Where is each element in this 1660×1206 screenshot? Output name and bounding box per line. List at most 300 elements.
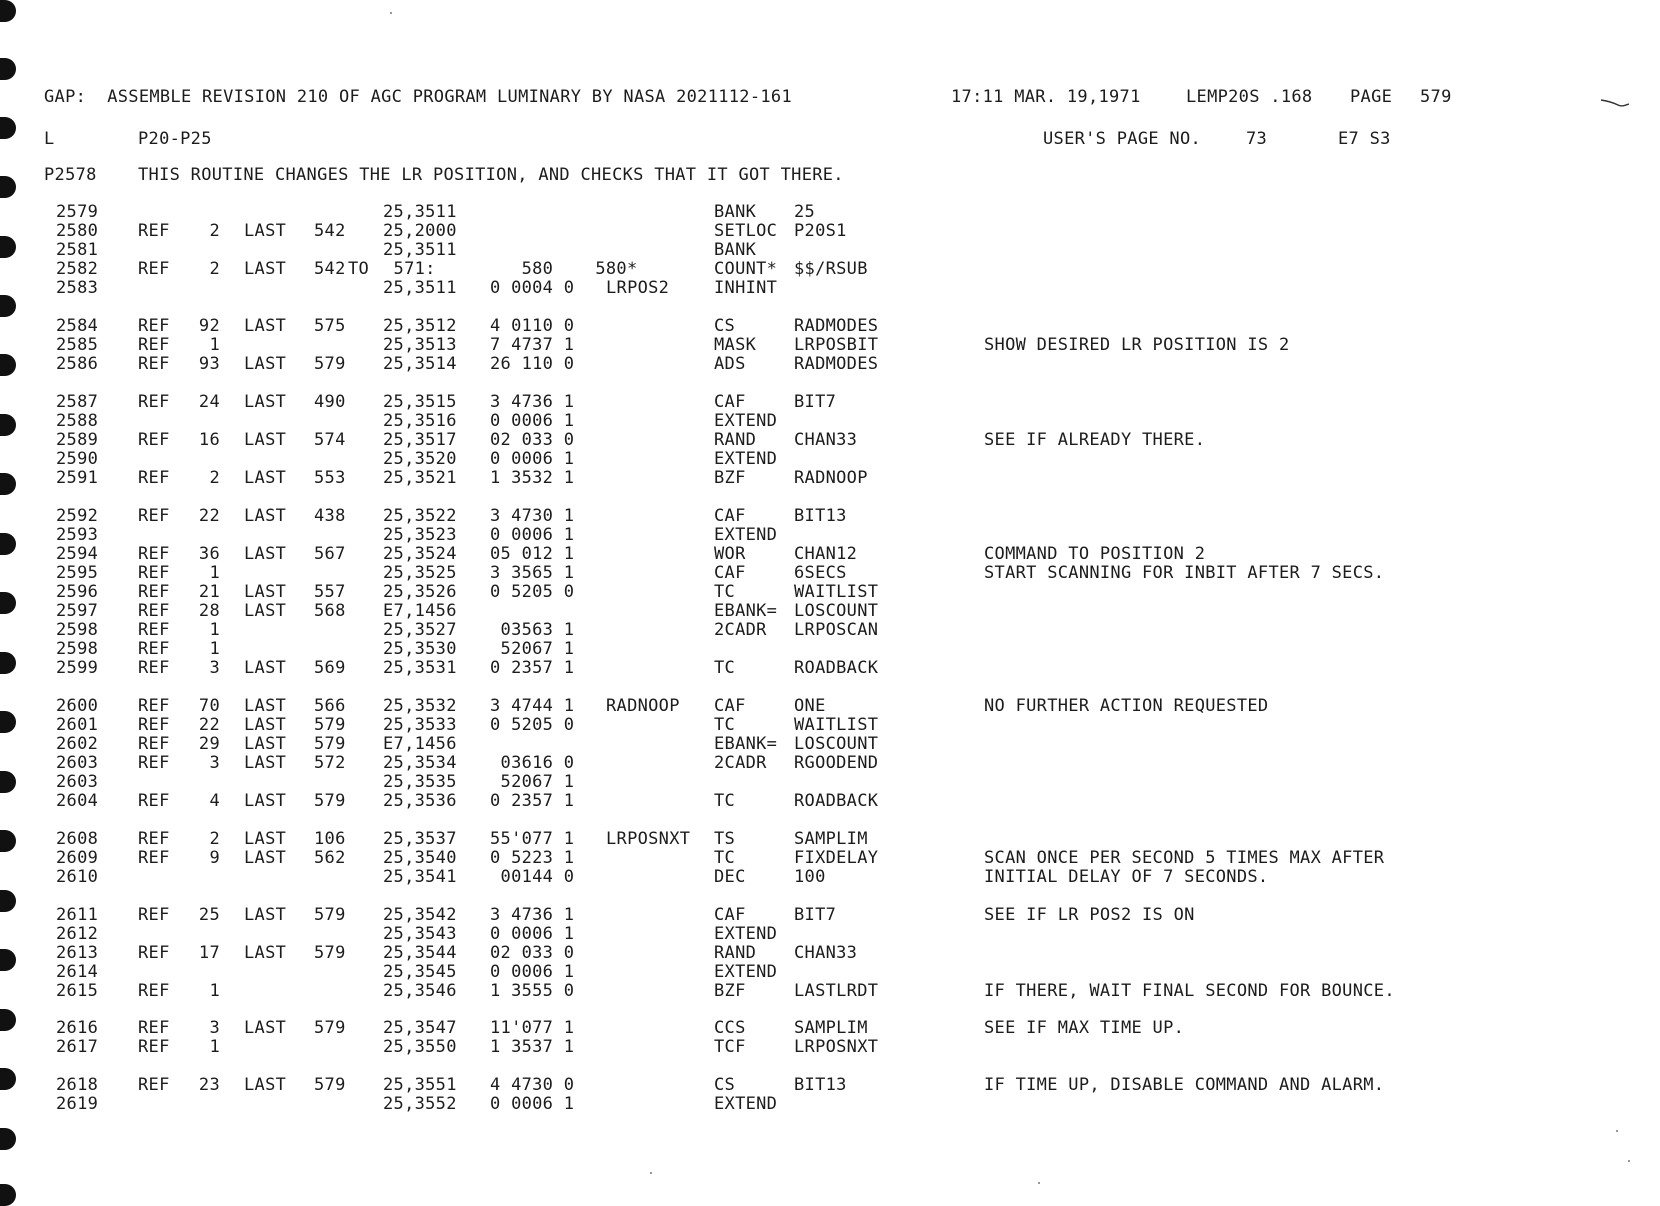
ref-marker: REF (138, 563, 170, 583)
comment: START SCANNING FOR INBIT AFTER 7 SECS. (984, 563, 1385, 583)
last-marker: LAST (244, 658, 287, 678)
line-number: 2591 (56, 468, 99, 488)
octal-code: 4 4730 0 (490, 1075, 575, 1095)
ref-marker: REF (138, 1037, 170, 1057)
listing-row (0, 355, 1660, 374)
listing-row (0, 982, 1660, 1001)
comment: SEE IF ALREADY THERE. (984, 430, 1206, 450)
opcode: ADS (714, 354, 746, 374)
line-number: 2590 (56, 449, 99, 469)
ref-count: 1 (209, 981, 220, 1001)
opcode: TC (714, 582, 736, 602)
octal-code: 0 0006 1 (490, 449, 575, 469)
operand: LRPOSBIT (794, 335, 879, 355)
last-marker: LAST (244, 259, 287, 279)
line-number: 2602 (56, 734, 99, 754)
label: RADNOOP (606, 696, 680, 716)
octal-code: 03563 1 (490, 620, 575, 640)
octal-code: 1 3532 1 (490, 468, 575, 488)
listing-row (0, 735, 1660, 754)
octal-code: 55'077 1 (490, 829, 575, 849)
ref-count: 25 (198, 905, 220, 925)
address: E7,1456 (383, 601, 457, 621)
last-line: 557 (314, 582, 346, 602)
address: 25,3543 (383, 924, 457, 944)
ref-count: 36 (198, 544, 220, 564)
ref-count: 2 (209, 829, 220, 849)
last-line: 579 (314, 791, 346, 811)
ref-marker: REF (138, 392, 170, 412)
octal-code: 26 110 0 (490, 354, 575, 374)
ref-count: 22 (198, 506, 220, 526)
listing-row (0, 716, 1660, 735)
line-number: 2618 (56, 1075, 99, 1095)
header-timestamp: 17:11 MAR. 19,1971 (951, 87, 1141, 107)
listing-row (0, 621, 1660, 640)
listing-row (0, 906, 1660, 925)
last-marker: LAST (244, 905, 287, 925)
last-marker: LAST (244, 715, 287, 735)
last-marker: LAST (244, 943, 287, 963)
last-marker: LAST (244, 1018, 287, 1038)
line-number: 2598 (56, 639, 99, 659)
last-marker: LAST (244, 791, 287, 811)
address: 25,3550 (383, 1037, 457, 1057)
listing-row (0, 830, 1660, 849)
line-number: 2609 (56, 848, 99, 868)
octal-code: 02 033 0 (490, 430, 575, 450)
listing-row (0, 659, 1660, 678)
header-listing-id: LEMP20S .168 (1186, 87, 1313, 107)
ref-marker: REF (138, 1075, 170, 1095)
opcode: CAF (714, 392, 746, 412)
last-marker: LAST (244, 582, 287, 602)
opcode: 2CADR (714, 620, 767, 640)
opcode: BZF (714, 468, 746, 488)
last-marker: LAST (244, 829, 287, 849)
subheader-left: L (44, 129, 55, 149)
ref-count: 9 (209, 848, 220, 868)
ref-marker: REF (138, 715, 170, 735)
operand: LOSCOUNT (794, 601, 879, 621)
section-title: P20-P25 (138, 129, 212, 149)
comment: IF TIME UP, DISABLE COMMAND AND ALARM. (984, 1075, 1385, 1095)
header-page-label: PAGE (1350, 87, 1393, 107)
line-number: 2587 (56, 392, 99, 412)
ref-count: 17 (198, 943, 220, 963)
octal-code: 3 4744 1 (490, 696, 575, 716)
line-number: 2585 (56, 335, 99, 355)
comment: IF THERE, WAIT FINAL SECOND FOR BOUNCE. (984, 981, 1395, 1001)
address: 25,3516 (383, 411, 457, 431)
ref-count: 1 (209, 1037, 220, 1057)
ref-count: 3 (209, 753, 220, 773)
octal-code: 580 580* (490, 259, 638, 279)
opcode: TC (714, 791, 736, 811)
line-number: 2580 (56, 221, 99, 241)
ref-marker: REF (138, 848, 170, 868)
opcode: EXTEND (714, 962, 778, 982)
listing-row (0, 393, 1660, 412)
ref-marker: REF (138, 943, 170, 963)
ref-marker: REF (138, 639, 170, 659)
line-number: 2595 (56, 563, 99, 583)
operand: CHAN33 (794, 430, 858, 450)
line-number: 2584 (56, 316, 99, 336)
last-line: 562 (314, 848, 346, 868)
comment: NO FURTHER ACTION REQUESTED (984, 696, 1269, 716)
last-line: 579 (314, 1075, 346, 1095)
octal-code: 11'077 1 (490, 1018, 575, 1038)
last-line: 553 (314, 468, 346, 488)
ref-count: 92 (198, 316, 220, 336)
ref-marker: REF (138, 221, 170, 241)
last-line: 542 (314, 221, 346, 241)
ref-count: 1 (209, 563, 220, 583)
opcode: EXTEND (714, 525, 778, 545)
address: 25,3541 (383, 867, 457, 887)
ref-marker: REF (138, 829, 170, 849)
line-number: 2586 (56, 354, 99, 374)
operand: 100 (794, 867, 826, 887)
listing-row (0, 241, 1660, 260)
ref-marker: REF (138, 316, 170, 336)
listing-row (0, 925, 1660, 944)
octal-code: 3 4736 1 (490, 905, 575, 925)
opcode: 2CADR (714, 753, 767, 773)
line-number: 2603 (56, 753, 99, 773)
listing-row (0, 222, 1660, 241)
listing-row (0, 754, 1660, 773)
operand: RADMODES (794, 316, 879, 336)
opcode: TC (714, 715, 736, 735)
address: 25,3531 (383, 658, 457, 678)
opcode: MASK (714, 335, 757, 355)
ref-marker: REF (138, 620, 170, 640)
listing-row (0, 564, 1660, 583)
ref-marker: REF (138, 506, 170, 526)
operand: SAMPLIM (794, 829, 868, 849)
line-number: 2612 (56, 924, 99, 944)
opcode: CS (714, 1075, 736, 1095)
ref-marker: REF (138, 601, 170, 621)
last-marker: LAST (244, 354, 287, 374)
line-number: 2589 (56, 430, 99, 450)
intro-line-number: P2578 (44, 165, 97, 185)
line-number: 2598 (56, 620, 99, 640)
address: 25,3551 (383, 1075, 457, 1095)
listing-row (0, 260, 1660, 279)
line-number: 2619 (56, 1094, 99, 1114)
last-marker: LAST (244, 468, 287, 488)
opcode: RAND (714, 943, 757, 963)
ref-count: 21 (198, 582, 220, 602)
last-line: 574 (314, 430, 346, 450)
last-line: 566 (314, 696, 346, 716)
operand: ROADBACK (794, 658, 879, 678)
opcode: TC (714, 848, 736, 868)
intro-comment: THIS ROUTINE CHANGES THE LR POSITION, AND CHECKS THAT IT GOT THERE. (138, 165, 844, 185)
opcode: BANK (714, 202, 757, 222)
address: 25,3523 (383, 525, 457, 545)
users-page-number: 73 (1246, 129, 1268, 149)
ref-marker: REF (138, 981, 170, 1001)
octal-code: 3 3565 1 (490, 563, 575, 583)
operand: LASTLRDT (794, 981, 879, 1001)
comment: SCAN ONCE PER SECOND 5 TIMES MAX AFTER (984, 848, 1385, 868)
address: 25,3535 (383, 772, 457, 792)
octal-code: 0 0006 1 (490, 924, 575, 944)
last-marker: LAST (244, 544, 287, 564)
ref-marker: REF (138, 753, 170, 773)
opcode: WOR (714, 544, 746, 564)
opcode: RAND (714, 430, 757, 450)
octal-code: 1 3537 1 (490, 1037, 575, 1057)
listing-row (0, 944, 1660, 963)
operand: WAITLIST (794, 582, 879, 602)
octal-code: 03616 0 (490, 753, 575, 773)
address: 25,3512 (383, 316, 457, 336)
line-number: 2582 (56, 259, 99, 279)
opcode: EXTEND (714, 449, 778, 469)
listing-row (0, 1095, 1660, 1114)
operand: LOSCOUNT (794, 734, 879, 754)
opcode: COUNT* (714, 259, 778, 279)
line-number: 2603 (56, 772, 99, 792)
listing-row (0, 526, 1660, 545)
last-marker: LAST (244, 221, 287, 241)
octal-code: 02 033 0 (490, 943, 575, 963)
address: 25,3536 (383, 791, 457, 811)
line-number: 2611 (56, 905, 99, 925)
operand: CHAN12 (794, 544, 858, 564)
operand: SAMPLIM (794, 1018, 868, 1038)
address: 25,3513 (383, 335, 457, 355)
listing-row (0, 317, 1660, 336)
ref-marker: REF (138, 544, 170, 564)
last-marker: LAST (244, 316, 287, 336)
operand: P20S1 (794, 221, 847, 241)
listing-row (0, 450, 1660, 469)
last-marker: LAST (244, 734, 287, 754)
octal-code: 0 0006 1 (490, 962, 575, 982)
address: 25,3547 (383, 1018, 457, 1038)
octal-code: 0 5205 0 (490, 582, 575, 602)
listing-row (0, 868, 1660, 887)
opcode: CAF (714, 696, 746, 716)
opcode: DEC (714, 867, 746, 887)
ref-marker: REF (138, 430, 170, 450)
address: 25,3517 (383, 430, 457, 450)
line-number: 2616 (56, 1018, 99, 1038)
address: 25,3524 (383, 544, 457, 564)
ref-count: 2 (209, 221, 220, 241)
line-number: 2596 (56, 582, 99, 602)
octal-code: 0 2357 1 (490, 791, 575, 811)
opcode: CAF (714, 506, 746, 526)
line-number: 2592 (56, 506, 99, 526)
opcode: CS (714, 316, 736, 336)
ref-count: 4 (209, 791, 220, 811)
line-number: 2581 (56, 240, 99, 260)
opcode: TCF (714, 1037, 746, 1057)
address: 25,3545 (383, 962, 457, 982)
address: 25,3552 (383, 1094, 457, 1114)
operand: $$/RSUB (794, 259, 868, 279)
operand: BIT13 (794, 506, 847, 526)
address: 25,3527 (383, 620, 457, 640)
last-line: 490 (314, 392, 346, 412)
octal-code: 00144 0 (490, 867, 575, 887)
address: 25,3525 (383, 563, 457, 583)
address: 25,3546 (383, 981, 457, 1001)
operand: FIXDELAY (794, 848, 879, 868)
address: 25,3532 (383, 696, 457, 716)
header-page-number: 579 (1420, 87, 1452, 107)
listing-row (0, 469, 1660, 488)
ref-marker: REF (138, 658, 170, 678)
opcode: BZF (714, 981, 746, 1001)
ref-count: 16 (198, 430, 220, 450)
ref-count: 70 (198, 696, 220, 716)
ref-count: 3 (209, 1018, 220, 1038)
listing-row (0, 640, 1660, 659)
last-line: 572 (314, 753, 346, 773)
operand: 6SECS (794, 563, 847, 583)
listing-row (0, 849, 1660, 868)
label: LRPOS2 (606, 278, 670, 298)
octal-code: 7 4737 1 (490, 335, 575, 355)
ref-count: 24 (198, 392, 220, 412)
last-marker: LAST (244, 848, 287, 868)
line-number: 2593 (56, 525, 99, 545)
address: 25,2000 (383, 221, 457, 241)
address: 25,3542 (383, 905, 457, 925)
listing-row (0, 431, 1660, 450)
ref-count: 22 (198, 715, 220, 735)
line-number: 2583 (56, 278, 99, 298)
line-number: 2579 (56, 202, 99, 222)
listing-row (0, 1019, 1660, 1038)
line-number: 2600 (56, 696, 99, 716)
line-number: 2594 (56, 544, 99, 564)
address: 25,3511 (383, 240, 457, 260)
ref-marker: REF (138, 582, 170, 602)
opcode: EXTEND (714, 411, 778, 431)
octal-code: 52067 1 (490, 639, 575, 659)
address: 25,3511 (383, 278, 457, 298)
line-number: 2604 (56, 791, 99, 811)
address: 571: (383, 259, 436, 279)
ref-count: 2 (209, 468, 220, 488)
line-number: 2588 (56, 411, 99, 431)
address: 25,3514 (383, 354, 457, 374)
operand: BIT7 (794, 392, 837, 412)
address: 25,3544 (383, 943, 457, 963)
ref-count: 2 (209, 259, 220, 279)
last-marker: LAST (244, 696, 287, 716)
octal-code: 0 5205 0 (490, 715, 575, 735)
ref-marker: REF (138, 259, 170, 279)
ref-marker: REF (138, 905, 170, 925)
address: 25,3511 (383, 202, 457, 222)
operand: WAITLIST (794, 715, 879, 735)
last-line: 567 (314, 544, 346, 564)
listing-row (0, 697, 1660, 716)
octal-code: 52067 1 (490, 772, 575, 792)
last-line: 579 (314, 734, 346, 754)
listing-row (0, 279, 1660, 298)
comment: SHOW DESIRED LR POSITION IS 2 (984, 335, 1290, 355)
address: 25,3530 (383, 639, 457, 659)
last-line: 579 (314, 905, 346, 925)
ref-count: 29 (198, 734, 220, 754)
operand: LRPOSNXT (794, 1037, 879, 1057)
address: 25,3540 (383, 848, 457, 868)
operand: BIT13 (794, 1075, 847, 1095)
listing-row (0, 792, 1660, 811)
opcode: TS (714, 829, 736, 849)
opcode: CCS (714, 1018, 746, 1038)
last-marker: LAST (244, 506, 287, 526)
address: 25,3515 (383, 392, 457, 412)
operand: 25 (794, 202, 816, 222)
octal-code: 0 0004 0 (490, 278, 575, 298)
line-number: 2597 (56, 601, 99, 621)
octal-code: 3 4736 1 (490, 392, 575, 412)
ref-count: 93 (198, 354, 220, 374)
last-line: 575 (314, 316, 346, 336)
last-line: 106 (314, 829, 346, 849)
last-marker: LAST (244, 601, 287, 621)
octal-code: 4 0110 0 (490, 316, 575, 336)
address: 25,3521 (383, 468, 457, 488)
listing-row (0, 336, 1660, 355)
ref-marker: REF (138, 791, 170, 811)
users-page-label: USER'S PAGE NO. (1043, 129, 1202, 149)
address: 25,3534 (383, 753, 457, 773)
last-line: 579 (314, 715, 346, 735)
ref-count: 1 (209, 335, 220, 355)
last-marker: LAST (244, 753, 287, 773)
address: 25,3522 (383, 506, 457, 526)
ref-count: 3 (209, 658, 220, 678)
section-code: E7 S3 (1338, 129, 1391, 149)
last-line: 542 (314, 259, 346, 279)
listing-row (0, 412, 1660, 431)
opcode: TC (714, 658, 736, 678)
comment: INITIAL DELAY OF 7 SECONDS. (984, 867, 1269, 887)
listing-row (0, 1038, 1660, 1057)
assembly-header: GAP: ASSEMBLE REVISION 210 OF AGC PROGRAM LUMINARY BY NASA 2021112-161 (44, 87, 792, 107)
address: E7,1456 (383, 734, 457, 754)
octal-code: 05 012 1 (490, 544, 575, 564)
opcode: SETLOC (714, 221, 778, 241)
listing-row (0, 583, 1660, 602)
opcode: EXTEND (714, 1094, 778, 1114)
line-number: 2617 (56, 1037, 99, 1057)
opcode: EXTEND (714, 924, 778, 944)
listing-row (0, 1076, 1660, 1095)
label: LRPOSNXT (606, 829, 691, 849)
ref-count: 1 (209, 639, 220, 659)
last-marker: LAST (244, 1075, 287, 1095)
octal-code: 0 0006 1 (490, 525, 575, 545)
operand: RADNOOP (794, 468, 868, 488)
last-line: 579 (314, 354, 346, 374)
ref-marker: REF (138, 1018, 170, 1038)
address: 25,3520 (383, 449, 457, 469)
